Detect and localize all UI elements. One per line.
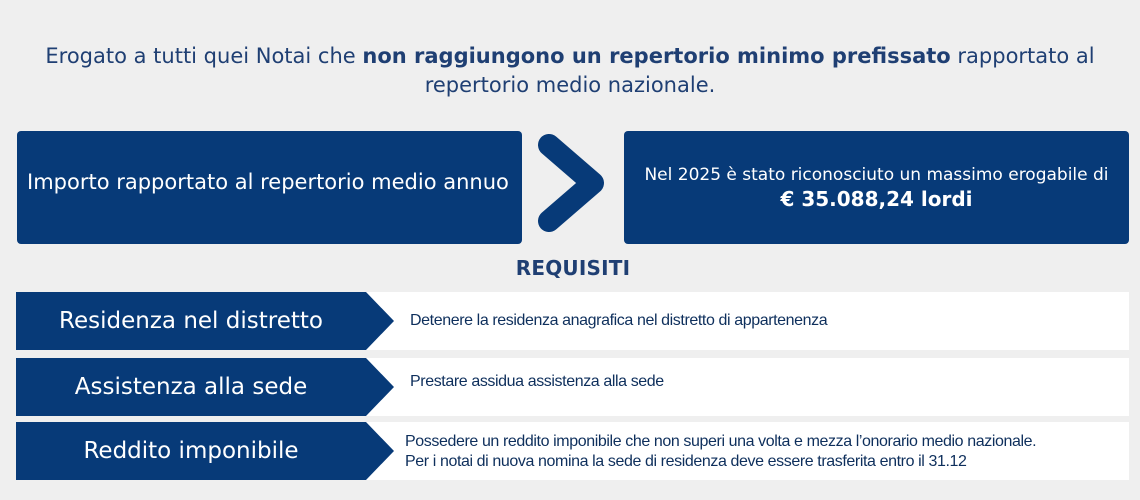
- chevron-right-icon: [535, 133, 611, 233]
- requisito-row-residenza: [16, 292, 1129, 350]
- requisito-label: Reddito imponibile: [83, 438, 299, 464]
- requisito-row-assistenza: [16, 358, 1129, 416]
- massimo-text: Nel 2025 è stato riconosciuto un massimo erogabile di: [644, 165, 1109, 185]
- massimo-box: [624, 131, 1129, 244]
- massimo-amount: € 35.088,24 lordi: [780, 187, 973, 211]
- requisito-desc: [405, 432, 1036, 472]
- intro-part-1: Erogato a tutti quei Notai che: [45, 44, 363, 68]
- intro-line-2: repertorio medio nazionale.: [424, 73, 716, 97]
- intro-part-2: rapportato al: [950, 44, 1095, 68]
- intro-text: [0, 42, 1140, 100]
- requisiti-title: REQUISITI: [515, 256, 631, 280]
- requisito-desc-line: Prestare assidua assistenza alla sede: [410, 373, 664, 390]
- requisito-desc: [410, 372, 664, 392]
- intro-bold: non raggiungono un repertorio minimo prefissato: [362, 44, 951, 68]
- requisito-label: Assistenza alla sede: [74, 374, 308, 400]
- importo-box: [17, 131, 522, 244]
- intro-line-1: [0, 42, 1140, 71]
- requisito-row-reddito: [16, 422, 1129, 480]
- requisito-label: Residenza nel distretto: [59, 308, 323, 334]
- requisito-desc-line: Detenere la residenza anagrafica nel distretto di appartenenza: [410, 312, 828, 329]
- requisito-desc-line: Per i notai di nuova nomina la sede di residenza deve essere trasferita entro il 31.12: [405, 453, 967, 470]
- importo-text: Importo rapportato al repertorio medio annuo: [27, 170, 509, 194]
- requisito-desc-line: Possedere un reddito imponibile che non superi una volta e mezza l’onorario medio nazionale.: [405, 433, 1037, 450]
- requisito-desc: [410, 311, 827, 331]
